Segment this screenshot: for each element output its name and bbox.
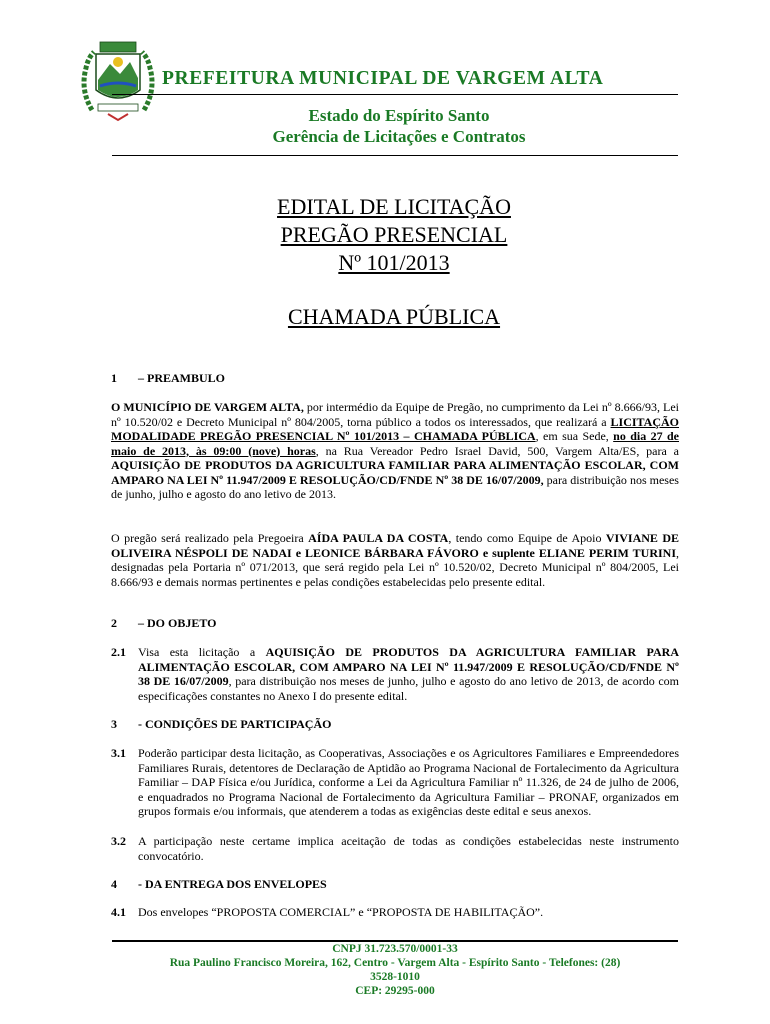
header-state: Estado do Espírito Santo xyxy=(308,106,490,125)
section-2-heading: 2 – DO OBJETO xyxy=(111,616,217,630)
footer-phone: 3528-1010 xyxy=(370,971,420,983)
header-divider xyxy=(112,94,678,95)
item-3-1: 3.1 Poderão participar desta licitação, as Cooperativas, Associações e os Agricultores Familiares e Empreendedores Familiares Rurais, detentores de Declaração de Aptidão ao Programa Nacional de Fortalecimento da Agricultura Familiar – DAP Física e/ou Jurídica, conforme a Lei da Agricultura Familiar nº 11.326, de 24 de julho de 2006, e enquadrados no Programa Nacional de Fortalecimento da Agricultura Familiar – PRONAF, organizados em grupos formais e/ou informais, que atenderem a todas as exigências deste edital e seus anexos. xyxy=(111,746,679,818)
preamble-paragraph: O MUNICÍPIO DE VARGEM ALTA, por intermédio da Equipe de Pregão, no cumprimento da Lei nº 8.666/93, Lei nº 10.520/02 e Decreto Municipal nº 804/2005, torna público a todos os interessados, que realizará a LICITAÇÃO MODALIDADE PREGÃO PRESENCIAL Nº 101/2013 – CHAMADA PÚBLICA, em sua Sede, no dia 27 de maio de 2013, às 09:00 (nove) horas, na Rua Vereador Pedro Israel David, 500, Vargem Alta/ES, para a AQUISIÇÃO DE PRODUTOS DA AGRICULTURA FAMILIAR PARA ALIMENTAÇÃO ESCOLAR, COM AMPARO NA LEI Nº 11.947/2009 E RESOLUÇÃO/CD/FNDE Nº 38 DE 16/07/2009, para distribuição nos meses de junho, julho e agosto do ano letivo de 2013. xyxy=(111,400,679,501)
item-3-2: 3.2 A participação neste certame implica aceitação de todas as condições estabelecidas neste instrumento convocatório. xyxy=(111,834,679,863)
footer-cep: CEP: 29295-000 xyxy=(355,985,435,997)
header-department: Gerência de Licitações e Contratos xyxy=(272,127,526,146)
section-1-heading: 1 – PREAMBULO xyxy=(111,371,225,385)
section-3-heading: 3 - CONDIÇÕES DE PARTICIPAÇÃO xyxy=(111,717,332,731)
doc-title-number: Nº 101/2013 xyxy=(338,250,450,275)
item-2-1: 2.1 Visa esta licitação a AQUISIÇÃO DE PRODUTOS DA AGRICULTURA FAMILIAR PARA ALIMENTAÇÃO ESCOLAR, COM AMPARO NA LEI Nº 11.947/2009 E RESOLUÇÃO/CD/FNDE Nº 38 DE 16/07/2009, para distribuição nos meses de junho, julho e agosto do ano letivo de 2013, de acordo com especificações constantes no Anexo I do presente edital. xyxy=(111,645,679,703)
footer-divider xyxy=(112,940,678,942)
doc-title-line1: EDITAL DE LICITAÇÃO xyxy=(277,194,511,219)
header-divider-bottom xyxy=(112,155,678,156)
header-org-name: PREFEITURA MUNICIPAL DE VARGEM ALTA xyxy=(162,68,604,89)
section-4-heading: 4 - DA ENTREGA DOS ENVELOPES xyxy=(111,877,327,891)
item-4-1: 4.1 Dos envelopes “PROPOSTA COMERCIAL” e “PROPOSTA DE HABILITAÇÃO”. xyxy=(111,905,544,919)
footer-address: Rua Paulino Francisco Moreira, 162, Centro - Vargem Alta - Espírito Santo - Telefones: (28) xyxy=(169,957,621,969)
pregoeira-paragraph: O pregão será realizado pela Pregoeira AÍDA PAULA DA COSTA, tendo como Equipe de Apoio VIVIANE DE OLIVEIRA NÉSPOLI DE NADAI e LEONICE BÁRBARA FÁVORO e suplente ELIANE PERIM TURINI, designadas pela Portaria nº 071/2013, que será regido pela Lei nº 10.520/02, Decreto Municipal nº 804/2005, Lei 8.666/93 e demais normas pertinentes e pelas condições estabelecidas pelo presente edital. xyxy=(111,531,679,589)
doc-title-line2: PREGÃO PRESENCIAL xyxy=(280,222,508,247)
doc-title-chamada: CHAMADA PÚBLICA xyxy=(287,304,501,329)
footer-cnpj: CNPJ 31.723.570/0001-33 xyxy=(332,943,458,955)
